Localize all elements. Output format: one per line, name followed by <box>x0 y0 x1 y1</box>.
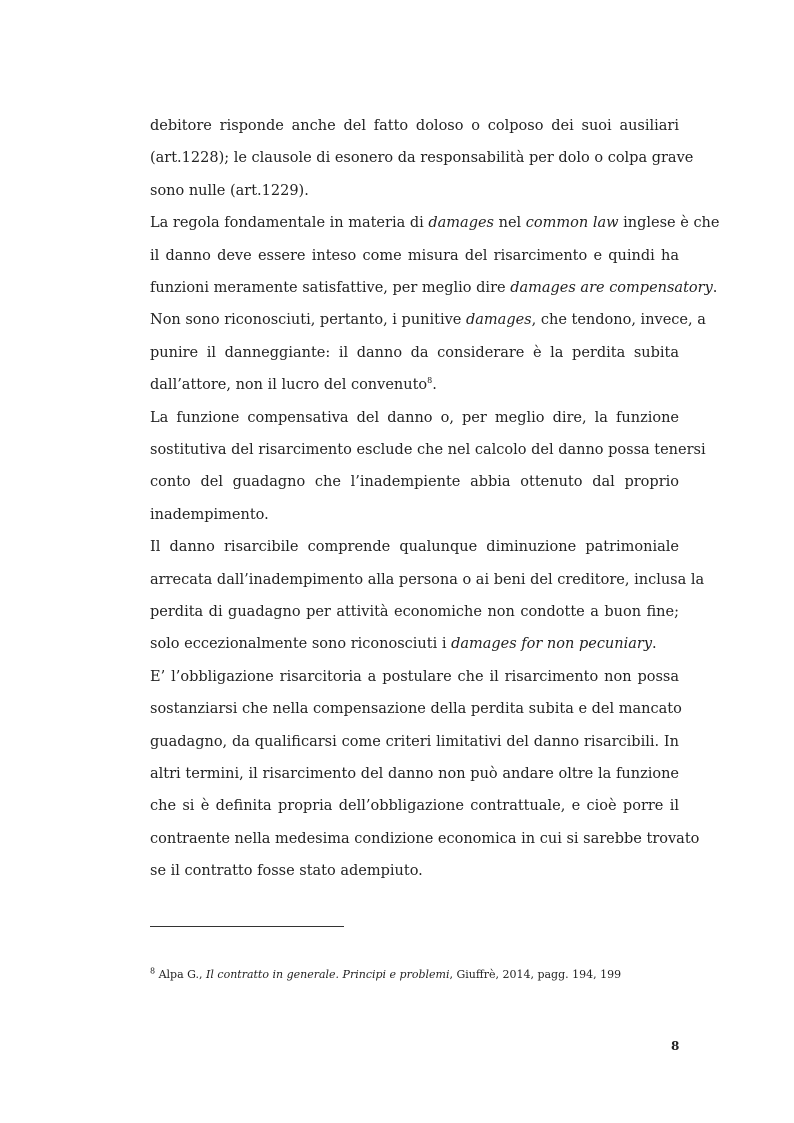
footnote-separator <box>150 926 344 927</box>
text-line <box>150 568 705 592</box>
text-line <box>150 276 718 300</box>
text-segment: E’ l’obbligazione risarcitoria a postulare che il risarcimento non possa <box>150 668 679 685</box>
text-segment: che si è definita propria dell’obbligazione contrattuale, e cioè porre il <box>150 798 679 815</box>
text-segment: La funzione compensativa del danno o, per meglio dire, la funzione <box>150 409 679 426</box>
text-line <box>150 827 700 851</box>
footnote-author: Alpa G., <box>158 968 203 981</box>
text-segment: inglese è che <box>618 215 720 232</box>
text-line <box>150 406 679 430</box>
text-segment: arrecata dall’inadempimento alla persona o ai beni del creditore, inclusa la <box>150 571 705 588</box>
text-segment: common law <box>525 215 619 232</box>
text-segment: nel <box>494 215 526 232</box>
footnote-title: Il contratto in generale. Principi e problemi <box>206 968 450 981</box>
text-line <box>150 600 679 624</box>
text-segment: . <box>712 280 718 296</box>
text-segment: (art.1228); le clausole di esonero da responsabilità per dolo o colpa grave <box>150 150 694 167</box>
text-segment: damages <box>428 215 495 232</box>
text-segment: damages <box>466 312 532 329</box>
text-segment: Non sono riconosciuti, pertanto, i punitive <box>150 312 466 329</box>
text-segment: damages for non pecuniary <box>451 636 653 653</box>
text-segment: inadempimento. <box>150 506 269 523</box>
text-line <box>150 146 694 170</box>
text-segment: funzioni meramente satisfattive, per meglio dire <box>150 280 511 296</box>
text-line <box>150 341 679 365</box>
text-line <box>150 179 679 203</box>
text-line <box>150 535 679 559</box>
text-segment: altri termini, il risarcimento del danno non può andare oltre la funzione <box>150 766 679 782</box>
text-segment: se il contratto fosse stato adempiuto. <box>150 863 423 880</box>
text-segment: solo eccezionalmente sono riconosciuti i <box>150 636 452 653</box>
text-line <box>150 470 679 494</box>
text-line <box>150 697 682 721</box>
text-segment: conto del guadagno che l’inadempiente abbia ottenuto dal proprio <box>150 474 679 491</box>
text-line <box>150 503 679 527</box>
text-line <box>150 114 679 138</box>
text-segment: . <box>652 636 657 653</box>
text-segment: damages are compensatory <box>510 280 713 296</box>
text-segment: sono nulle (art.1229). <box>150 182 309 199</box>
text-line <box>150 244 679 268</box>
text-line <box>150 665 679 689</box>
text-segment: punire il danneggiante: il danno da considerare è la perdita subita <box>150 344 679 361</box>
footnote <box>150 967 621 983</box>
text-line <box>150 211 720 235</box>
text-segment: guadagno, da qualificarsi come criteri limitativi del danno risarcibili. In <box>150 733 679 750</box>
text-segment: , che tendono, invece, a <box>531 312 706 329</box>
text-segment: dall’attore, non il lucro del convenuto <box>150 377 428 394</box>
text-segment: Il danno risarcibile comprende qualunque diminuzione patrimoniale <box>150 539 679 556</box>
text-line <box>150 308 706 332</box>
text-line <box>150 859 679 883</box>
footnote-ref: 8 <box>427 376 433 386</box>
text-line <box>150 730 679 754</box>
footnote-number: 8 <box>150 966 156 976</box>
text-segment: La regola fondamentale in materia di <box>150 215 429 232</box>
footnote-publisher: , Giuffrè, 2014, pagg. 194, 199 <box>449 968 622 981</box>
text-segment: debitore risponde anche del fatto doloso o colposo dei suoi ausiliari <box>150 118 679 134</box>
text-segment: perdita di guadagno per attività economiche non condotte a buon fine; <box>150 604 679 620</box>
text-segment: . <box>432 377 437 394</box>
text-segment: sostanziarsi che nella compensazione della perdita subita e del mancato <box>150 701 682 718</box>
page-number: 8 <box>671 1039 680 1053</box>
text-segment: il danno deve essere inteso come misura del risarcimento e quindi ha <box>150 247 679 264</box>
text-line <box>150 438 706 462</box>
text-line <box>150 632 679 656</box>
text-segment: sostitutiva del risarcimento esclude che nel calcolo del danno possa tenersi <box>150 442 706 458</box>
text-segment: contraente nella medesima condizione economica in cui si sarebbe trovato <box>150 830 700 847</box>
text-line <box>150 794 679 818</box>
text-line <box>150 762 679 786</box>
text-line <box>150 373 679 397</box>
